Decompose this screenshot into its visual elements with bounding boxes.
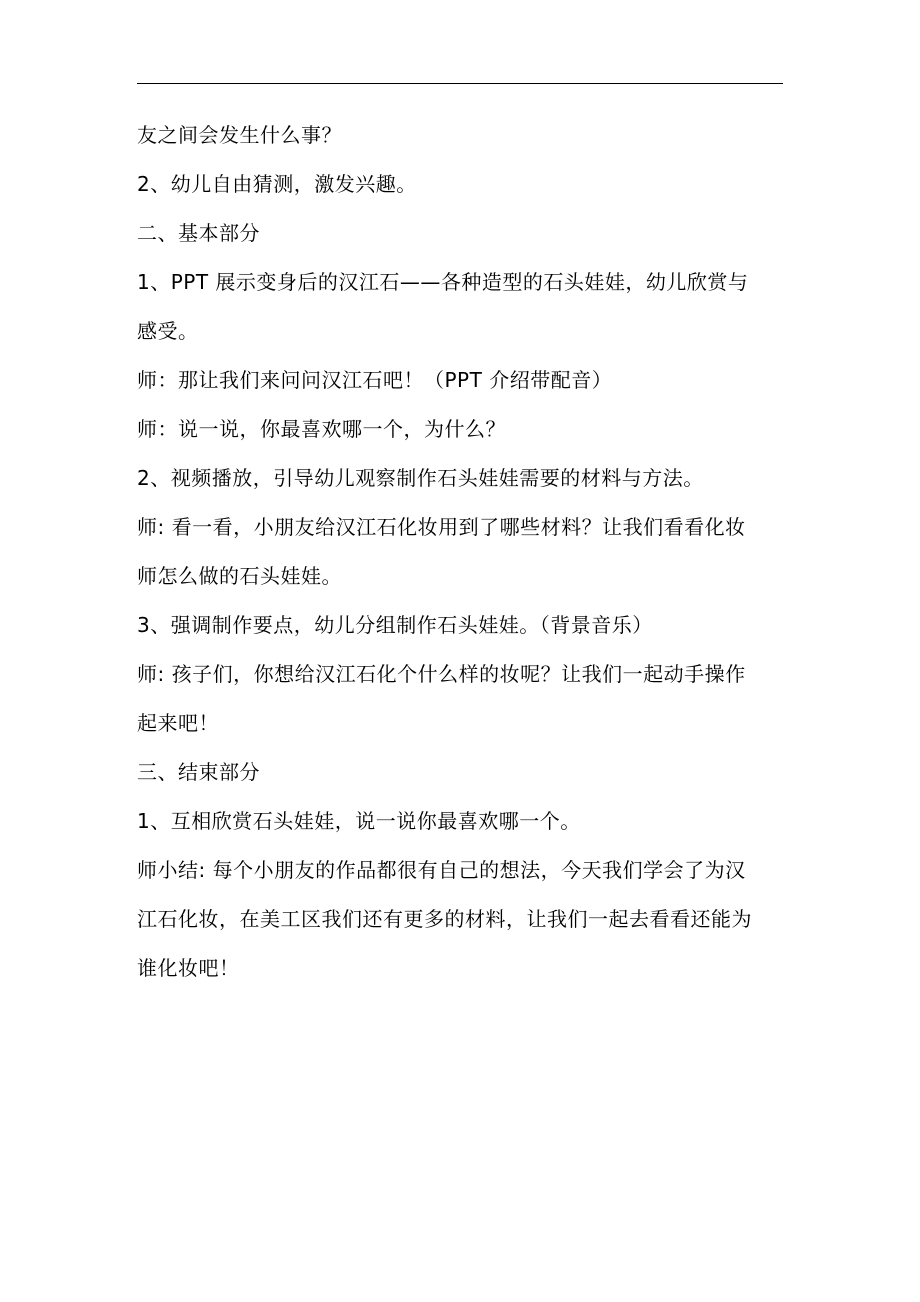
text-line: 谁化妆吧！ [137,956,240,980]
text-line: 师怎么做的石头娃娃。 [137,564,342,588]
text-line: 2、幼儿自由猜测，激发兴趣。 [137,172,417,196]
text-line: 师：那让我们来问问汉江石吧！（PPT 介绍带配音） [137,368,613,392]
text-line: 3、强调制作要点，幼儿分组制作石头娃娃。（背景音乐） [137,613,653,637]
text-line: 江石化妆，在美工区我们还有更多的材料，让我们一起去看看还能为 [137,907,752,931]
text-line: 师：说一说，你最喜欢哪一个，为什么？ [137,417,506,441]
text-line: 师: 孩子们，你想给汉江石化个什么样的妆呢？让我们一起动手操作 [137,662,746,686]
header-rule [137,83,783,84]
text-line: 师小结: 每个小朋友的作品都很有自己的想法，今天我们学会了为汉 [137,858,746,882]
text-line: 1、PPT 展示变身后的汉江石——各种造型的石头娃娃，幼儿欣赏与 [137,270,749,294]
section-heading: 三、结束部分 [137,760,260,784]
text-line: 感受。 [137,319,199,343]
text-line: 1、互相欣赏石头娃娃，说一说你最喜欢哪一个。 [137,809,581,833]
section-heading: 二、基本部分 [137,221,260,245]
text-line: 友之间会发生什么事？ [137,123,342,147]
text-line: 2、视频播放，引导幼儿观察制作石头娃娃需要的材料与方法。 [137,466,704,490]
document-body [137,111,787,993]
text-line: 师: 看一看，小朋友给汉江石化妆用到了哪些材料？让我们看看化妆 [137,515,746,539]
text-line: 起来吧！ [137,711,219,735]
